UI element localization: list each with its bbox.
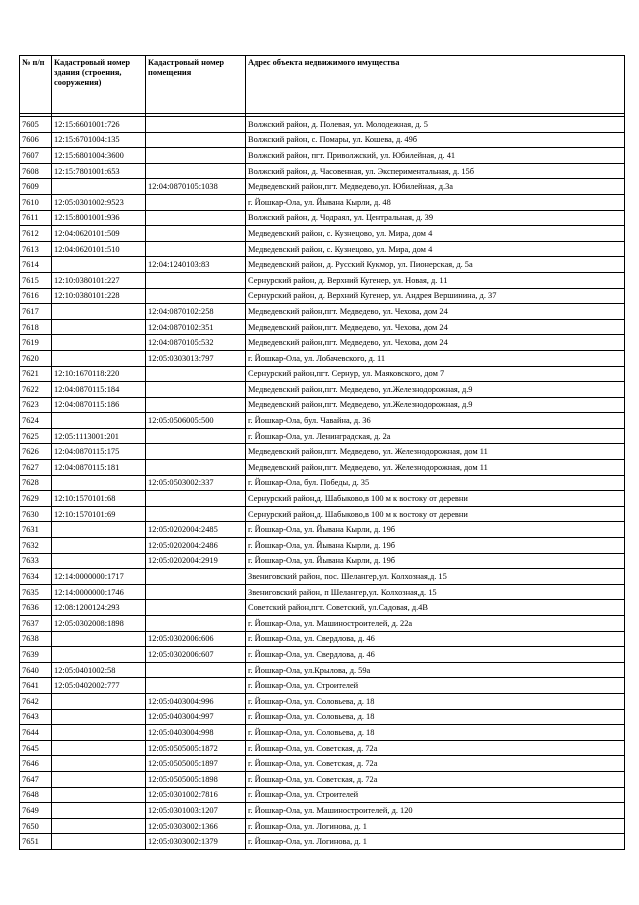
cell-address: Волжский район, д. Чодраял, ул. Центральная, д. 39	[246, 210, 625, 226]
cell-premises-cadastral: 12:05:0503002:337	[146, 475, 246, 491]
cell-premises-cadastral	[146, 163, 246, 179]
table-row	[20, 366, 625, 382]
table-row	[20, 693, 625, 709]
cell-address: г. Йошкар-Ола, бул. Чавайна, д. 36	[246, 413, 625, 429]
cell-premises-cadastral	[146, 569, 246, 585]
cell-building-cadastral: 12:04:0870115:184	[52, 382, 146, 398]
cell-address: Сернурский район, д. Верхний Кугенер, ул. Андрея Вершинина, д. 37	[246, 288, 625, 304]
cell-num: 7607	[20, 148, 52, 164]
cell-address: г. Йошкар-Ола, ул. Соловьева, д. 18	[246, 693, 625, 709]
cell-building-cadastral	[52, 538, 146, 554]
cell-num: 7617	[20, 304, 52, 320]
cell-address: Звениговский район, п Шелангер,ул. Колхозная,д. 15	[246, 584, 625, 600]
cell-num: 7645	[20, 740, 52, 756]
table-row	[20, 834, 625, 850]
cell-building-cadastral	[52, 304, 146, 320]
cell-premises-cadastral	[146, 194, 246, 210]
cell-premises-cadastral	[146, 678, 246, 694]
cell-building-cadastral: 12:10:1570101:69	[52, 506, 146, 522]
cell-address: Сернурский район, д. Верхний Кугенер, ул. Новая, д. 11	[246, 272, 625, 288]
cell-building-cadastral	[52, 787, 146, 803]
cell-building-cadastral: 12:05:0302008:1898	[52, 616, 146, 632]
cell-num: 7635	[20, 584, 52, 600]
cell-premises-cadastral: 12:05:0403004:998	[146, 725, 246, 741]
cell-building-cadastral	[52, 553, 146, 569]
cell-address: Сернурский район,д. Шабыково,в 100 м к востоку от деревни	[246, 491, 625, 507]
cell-premises-cadastral	[146, 491, 246, 507]
cell-building-cadastral	[52, 179, 146, 195]
table-row	[20, 662, 625, 678]
table-row	[20, 335, 625, 351]
cell-address: Сернурский район,пгт. Сернур, ул. Маяковского, дом 7	[246, 366, 625, 382]
cell-address: Медведевский район,пгт. Медведево, ул. Чехова, дом 24	[246, 335, 625, 351]
cell-building-cadastral	[52, 818, 146, 834]
cell-num: 7625	[20, 428, 52, 444]
cell-premises-cadastral	[146, 148, 246, 164]
table-header-row	[20, 56, 625, 114]
cell-building-cadastral	[52, 335, 146, 351]
cell-num: 7621	[20, 366, 52, 382]
cell-num: 7637	[20, 616, 52, 632]
cell-building-cadastral	[52, 413, 146, 429]
cell-address: г. Йошкар-Ола, ул. Строителей	[246, 678, 625, 694]
table-row	[20, 428, 625, 444]
cell-building-cadastral: 12:05:0301002:9523	[52, 194, 146, 210]
cell-premises-cadastral	[146, 506, 246, 522]
cell-premises-cadastral	[146, 117, 246, 133]
table-row	[20, 475, 625, 491]
cell-address: г. Йошкар-Ола, ул.Крылова, д. 59а	[246, 662, 625, 678]
cell-num: 7649	[20, 803, 52, 819]
cell-address: Медведевский район,пгт. Медведево, ул. Чехова, дом 24	[246, 319, 625, 335]
table-row	[20, 616, 625, 632]
cell-building-cadastral	[52, 257, 146, 273]
table-row	[20, 460, 625, 476]
cell-premises-cadastral: 12:05:0202004:2919	[146, 553, 246, 569]
cell-address: г. Йошкар-Ола, бул. Победы, д. 35	[246, 475, 625, 491]
cell-address: г. Йошкар-Ола, ул. Логинова, д. 1	[246, 818, 625, 834]
table-row	[20, 194, 625, 210]
cell-num: 7644	[20, 725, 52, 741]
cell-num: 7643	[20, 709, 52, 725]
cell-building-cadastral: 12:04:0870115:181	[52, 460, 146, 476]
cell-building-cadastral: 12:04:0870115:186	[52, 397, 146, 413]
cell-num: 7624	[20, 413, 52, 429]
table-row	[20, 553, 625, 569]
table-row	[20, 210, 625, 226]
table-row	[20, 709, 625, 725]
table-row	[20, 241, 625, 257]
table-row	[20, 771, 625, 787]
document-page	[19, 55, 624, 850]
cell-address: г. Йошкар-Ола, ул. Йывана Кырли, д. 48	[246, 194, 625, 210]
cell-address: Волжский район, с. Помары, ул. Кошева, д. 49б	[246, 132, 625, 148]
cell-building-cadastral: 12:15:7801001:653	[52, 163, 146, 179]
cell-num: 7634	[20, 569, 52, 585]
cell-num: 7613	[20, 241, 52, 257]
cell-building-cadastral	[52, 709, 146, 725]
cell-num: 7616	[20, 288, 52, 304]
cell-address: г. Йошкар-Ола, ул. Йывана Кырли, д. 19б	[246, 522, 625, 538]
cell-premises-cadastral	[146, 444, 246, 460]
cell-building-cadastral: 12:05:0402002:777	[52, 678, 146, 694]
table-row	[20, 491, 625, 507]
table-row	[20, 117, 625, 133]
cell-premises-cadastral: 12:05:0303002:1379	[146, 834, 246, 850]
cell-building-cadastral	[52, 693, 146, 709]
table-row	[20, 413, 625, 429]
header-building-cadastral: Кадастровый номер здания (строения, сооружения)	[52, 56, 146, 114]
cell-premises-cadastral: 12:05:0302006:607	[146, 647, 246, 663]
table-row	[20, 740, 625, 756]
table-row	[20, 647, 625, 663]
table-row	[20, 163, 625, 179]
cell-num: 7619	[20, 335, 52, 351]
cell-num: 7614	[20, 257, 52, 273]
cell-building-cadastral: 12:05:1113001:201	[52, 428, 146, 444]
table-row	[20, 756, 625, 772]
cell-address: Медведевский район,пгт. Медведево,ул. Юбилейная, д.3а	[246, 179, 625, 195]
cell-premises-cadastral	[146, 397, 246, 413]
table-row	[20, 304, 625, 320]
cell-building-cadastral: 12:10:1670118:220	[52, 366, 146, 382]
cell-premises-cadastral: 12:05:0301003:1207	[146, 803, 246, 819]
cell-premises-cadastral: 12:04:1240103:83	[146, 257, 246, 273]
cell-address: Медведевский район,пгт. Медведево, ул. Железнодорожная, дом 11	[246, 460, 625, 476]
table-row	[20, 538, 625, 554]
cell-premises-cadastral: 12:04:0870102:258	[146, 304, 246, 320]
cell-num: 7633	[20, 553, 52, 569]
cell-num: 7618	[20, 319, 52, 335]
table-row	[20, 226, 625, 242]
cell-num: 7627	[20, 460, 52, 476]
cell-building-cadastral: 12:14:0000000:1717	[52, 569, 146, 585]
cell-address: Медведевский район,пгт. Медведево, ул.Железнодорожная, д.9	[246, 397, 625, 413]
header-address: Адрес объекта недвижимого имущества	[246, 56, 625, 114]
cell-address: Волжский район, д. Полевая, ул. Молодежная, д. 5	[246, 117, 625, 133]
cell-address: Волжский район, д. Часовенная, ул. Экспериментальная, д. 15б	[246, 163, 625, 179]
cell-building-cadastral	[52, 631, 146, 647]
table-row	[20, 319, 625, 335]
cell-premises-cadastral	[146, 226, 246, 242]
cell-num: 7648	[20, 787, 52, 803]
cell-address: Волжский район, пгт. Приволжский, ул. Юбилейная, д. 41	[246, 148, 625, 164]
cell-premises-cadastral: 12:05:0505005:1872	[146, 740, 246, 756]
cell-num: 7610	[20, 194, 52, 210]
cell-num: 7626	[20, 444, 52, 460]
cell-address: Медведевский район,пгт. Медведево, ул.Железнодорожная, д.9	[246, 382, 625, 398]
property-table	[19, 55, 625, 850]
cell-premises-cadastral	[146, 366, 246, 382]
cell-premises-cadastral: 12:05:0302006:606	[146, 631, 246, 647]
cell-address: Медведевский район,пгт. Медведево, ул. Чехова, дом 24	[246, 304, 625, 320]
cell-num: 7622	[20, 382, 52, 398]
cell-premises-cadastral: 12:05:0202004:2485	[146, 522, 246, 538]
cell-building-cadastral: 12:04:0620101:509	[52, 226, 146, 242]
table-row	[20, 725, 625, 741]
cell-num: 7629	[20, 491, 52, 507]
cell-building-cadastral: 12:10:0380101:227	[52, 272, 146, 288]
cell-premises-cadastral	[146, 460, 246, 476]
cell-address: г. Йошкар-Ола, ул. Машиностроителей, д. 22а	[246, 616, 625, 632]
table-row	[20, 818, 625, 834]
table-row	[20, 444, 625, 460]
cell-num: 7615	[20, 272, 52, 288]
cell-premises-cadastral	[146, 428, 246, 444]
cell-premises-cadastral	[146, 584, 246, 600]
table-row	[20, 803, 625, 819]
cell-address: г. Йошкар-Ола, ул. Лобачевского, д. 11	[246, 350, 625, 366]
cell-premises-cadastral	[146, 210, 246, 226]
cell-address: г. Йошкар-Ола, ул. Свердлова, д. 46	[246, 647, 625, 663]
cell-address: Советский район,пгт. Советский, ул.Садовая, д.4В	[246, 600, 625, 616]
cell-num: 7606	[20, 132, 52, 148]
cell-address: Медведевский район, с. Кузнецово, ул. Мира, дом 4	[246, 241, 625, 257]
table-row	[20, 257, 625, 273]
cell-building-cadastral: 12:10:1570101:68	[52, 491, 146, 507]
cell-premises-cadastral: 12:05:0202004:2486	[146, 538, 246, 554]
cell-address: г. Йошкар-Ола, ул. Свердлова, д. 46	[246, 631, 625, 647]
cell-address: г. Йошкар-Ола, ул. Соловьева, д. 18	[246, 709, 625, 725]
cell-num: 7620	[20, 350, 52, 366]
cell-num: 7650	[20, 818, 52, 834]
cell-num: 7632	[20, 538, 52, 554]
cell-building-cadastral	[52, 740, 146, 756]
table-row	[20, 631, 625, 647]
cell-premises-cadastral	[146, 288, 246, 304]
table-row	[20, 787, 625, 803]
cell-building-cadastral: 12:15:6701004:135	[52, 132, 146, 148]
cell-num: 7631	[20, 522, 52, 538]
table-row	[20, 678, 625, 694]
table-row	[20, 600, 625, 616]
table-row	[20, 288, 625, 304]
cell-address: г. Йошкар-Ола, ул. Ленинградская, д. 2а	[246, 428, 625, 444]
cell-premises-cadastral: 12:05:0505005:1897	[146, 756, 246, 772]
cell-building-cadastral: 12:15:6601001:726	[52, 117, 146, 133]
table-row	[20, 350, 625, 366]
header-num: № п/п	[20, 56, 52, 114]
table-row	[20, 179, 625, 195]
cell-num: 7609	[20, 179, 52, 195]
cell-premises-cadastral: 12:05:0403004:997	[146, 709, 246, 725]
table-row	[20, 272, 625, 288]
cell-building-cadastral	[52, 319, 146, 335]
cell-num: 7641	[20, 678, 52, 694]
cell-num: 7638	[20, 631, 52, 647]
cell-building-cadastral: 12:08:1200124:293	[52, 600, 146, 616]
cell-address: г. Йошкар-Ола, ул. Советская, д. 72а	[246, 756, 625, 772]
cell-address: Сернурский район,д. Шабыково,в 100 м к востоку от деревни	[246, 506, 625, 522]
cell-num: 7642	[20, 693, 52, 709]
cell-address: Звениговский район, пос. Шелангер,ул. Колхозная,д. 15	[246, 569, 625, 585]
cell-building-cadastral	[52, 834, 146, 850]
cell-address: Медведевский район, с. Кузнецово, ул. Мира, дом 4	[246, 226, 625, 242]
cell-building-cadastral: 12:10:0380101:228	[52, 288, 146, 304]
header-premises-cadastral: Кадастровый номер помещения	[146, 56, 246, 114]
cell-address: г. Йошкар-Ола, ул. Соловьева, д. 18	[246, 725, 625, 741]
cell-building-cadastral	[52, 725, 146, 741]
cell-address: г. Йошкар-Ола, ул. Советская, д. 72а	[246, 771, 625, 787]
cell-building-cadastral: 12:15:6801004:3600	[52, 148, 146, 164]
table-row	[20, 132, 625, 148]
cell-premises-cadastral	[146, 600, 246, 616]
cell-building-cadastral	[52, 647, 146, 663]
cell-premises-cadastral	[146, 382, 246, 398]
cell-premises-cadastral: 12:05:0303013:797	[146, 350, 246, 366]
cell-num: 7628	[20, 475, 52, 491]
cell-num: 7608	[20, 163, 52, 179]
cell-premises-cadastral	[146, 241, 246, 257]
cell-num: 7651	[20, 834, 52, 850]
cell-num: 7640	[20, 662, 52, 678]
table-row	[20, 397, 625, 413]
cell-num: 7636	[20, 600, 52, 616]
cell-building-cadastral	[52, 771, 146, 787]
table-row	[20, 522, 625, 538]
cell-building-cadastral	[52, 522, 146, 538]
table-body	[20, 117, 625, 850]
cell-premises-cadastral	[146, 616, 246, 632]
cell-premises-cadastral	[146, 272, 246, 288]
cell-num: 7611	[20, 210, 52, 226]
cell-num: 7630	[20, 506, 52, 522]
cell-premises-cadastral: 12:05:0505005:1898	[146, 771, 246, 787]
cell-address: г. Йошкар-Ола, ул. Строителей	[246, 787, 625, 803]
cell-num: 7612	[20, 226, 52, 242]
cell-address: Медведевский район, д. Русский Кукмор, ул. Пионерская, д. 5а	[246, 257, 625, 273]
table-row	[20, 148, 625, 164]
table-row	[20, 506, 625, 522]
cell-premises-cadastral	[146, 132, 246, 148]
cell-num: 7639	[20, 647, 52, 663]
cell-premises-cadastral: 12:04:0870102:351	[146, 319, 246, 335]
cell-num: 7646	[20, 756, 52, 772]
cell-building-cadastral	[52, 803, 146, 819]
cell-building-cadastral: 12:04:0870115:175	[52, 444, 146, 460]
cell-premises-cadastral: 12:05:0403004:996	[146, 693, 246, 709]
cell-building-cadastral	[52, 475, 146, 491]
cell-premises-cadastral: 12:05:0303002:1366	[146, 818, 246, 834]
cell-premises-cadastral: 12:04:0870105:532	[146, 335, 246, 351]
cell-building-cadastral: 12:05:0401002:58	[52, 662, 146, 678]
cell-address: г. Йошкар-Ола, ул. Йывана Кырли, д. 19б	[246, 538, 625, 554]
cell-building-cadastral	[52, 756, 146, 772]
cell-address: г. Йошкар-Ола, ул. Йывана Кырли, д. 19б	[246, 553, 625, 569]
table-row	[20, 584, 625, 600]
table-row	[20, 382, 625, 398]
cell-premises-cadastral: 12:04:0870105:1038	[146, 179, 246, 195]
cell-address: г. Йошкар-Ола, ул. Машиностроителей, д. 120	[246, 803, 625, 819]
cell-num: 7623	[20, 397, 52, 413]
cell-address: г. Йошкар-Ола, ул. Советская, д. 72а	[246, 740, 625, 756]
cell-num: 7647	[20, 771, 52, 787]
table-row	[20, 569, 625, 585]
cell-premises-cadastral: 12:05:0506005:500	[146, 413, 246, 429]
cell-building-cadastral: 12:15:8001001:936	[52, 210, 146, 226]
cell-premises-cadastral	[146, 662, 246, 678]
cell-building-cadastral: 12:14:0000000:1746	[52, 584, 146, 600]
cell-building-cadastral	[52, 350, 146, 366]
cell-address: г. Йошкар-Ола, ул. Логинова, д. 1	[246, 834, 625, 850]
cell-address: Медведевский район,пгт. Медведево, ул. Железнодорожная, дом 11	[246, 444, 625, 460]
cell-premises-cadastral: 12:05:0301002:7816	[146, 787, 246, 803]
cell-num: 7605	[20, 117, 52, 133]
cell-building-cadastral: 12:04:0620101:510	[52, 241, 146, 257]
